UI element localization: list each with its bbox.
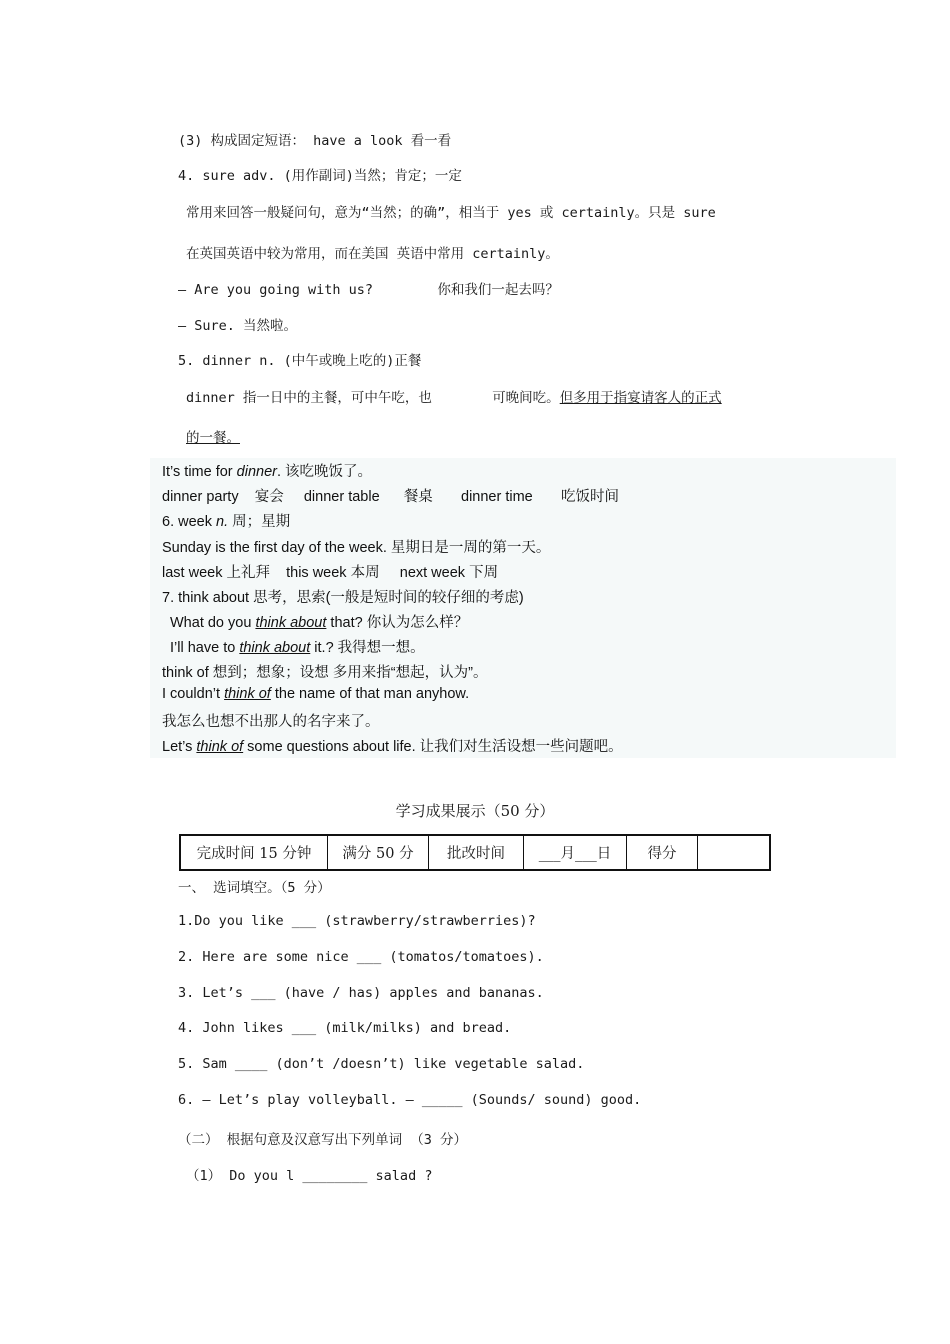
panel-line-1: It’s time for dinner. 该吃晚饭了。 <box>162 464 373 480</box>
panel-line-9: think of 想到；想象；设想 多用来指“想起，认为”。 <box>162 665 488 681</box>
dinner-note-underlined-cont: 的一餐。 <box>186 430 240 446</box>
exercise-item-4: 4. John likes ___ (milk/milks) and bread. <box>178 1020 512 1036</box>
score-cell-grading-time: 批改时间 <box>429 835 524 870</box>
score-cell-full-score: 满分 50 分 <box>328 835 429 870</box>
panel-line-10: I couldn’t think of the name of that man anyhow. <box>162 686 470 702</box>
exercise-item-2: 2. Here are some nice ___ (tomatos/tomatoes). <box>178 949 544 965</box>
dialogue-question <box>178 278 559 298</box>
part2-item-1: （1） Do you l ________ salad ? <box>186 1168 433 1184</box>
dialogue-answer: — Sure. 当然啦。 <box>178 318 298 334</box>
score-table <box>179 834 771 871</box>
part2-title: （二） 根据句意及汉意写出下列单词 （3 分） <box>178 1132 468 1148</box>
panel-line-11: 我怎么也想不出那人的名字来了。 <box>162 714 380 730</box>
score-cell-score-label: 得分 <box>627 835 698 870</box>
panel-line-5: last week 上礼拜 this week 本周 next week 下周 <box>162 565 499 581</box>
vocab-image-panel <box>150 458 896 758</box>
score-cell-date[interactable]: ___月___日 <box>524 835 627 870</box>
dialogue-question-en: — Are you going with us? <box>178 282 374 298</box>
dinner-note-underlined: 但多用于指宴请客人的正式 <box>559 390 722 406</box>
vocab-line-2: 4. sure adv. (用作副词)当然；肯定；一定 <box>178 168 462 184</box>
vocab-line-3: 常用来回答一般疑问句，意为“当然；的确”，相当于 yes 或 certainly。只是 sure <box>186 205 716 221</box>
panel-line-12: Let’s think of some questions about life. 让我们对生活设想一些问题吧。 <box>162 739 623 755</box>
score-cell-score-value[interactable] <box>698 835 771 870</box>
dinner-note-b: 可晚间吃。 <box>492 390 560 406</box>
panel-line-7: What do you think about that? 你认为怎么样？ <box>170 615 469 631</box>
panel-line-3: 6. week n. 周；星期 <box>162 514 291 530</box>
panel-line-4: Sunday is the first day of the week. 星期日是一周的第一天。 <box>162 540 551 556</box>
score-cell-time-limit: 完成时间 15 分钟 <box>180 835 328 870</box>
exercise-item-1: 1.Do you like ___ (strawberry/strawberries)? <box>178 913 536 929</box>
vocab-line-dinner-note <box>186 386 722 406</box>
vocab-line-1: (3) 构成固定短语： have a look 看一看 <box>178 133 452 149</box>
vocab-line-dinner: 5. dinner n. (中午或晚上吃的)正餐 <box>178 353 422 369</box>
vocab-line-4: 在英国英语中较为常用，而在美国 英语中常用 certainly。 <box>186 246 559 262</box>
dinner-note-a: dinner 指一日中的主餐，可中午吃，也 <box>186 390 432 406</box>
section-title: 学习成果展示（50 分） <box>395 802 555 820</box>
exercise-item-6: 6. — Let’s play volleyball. — _____ (Sounds/ sound) good. <box>178 1092 642 1108</box>
panel-line-6: 7. think about 思考，思索(一般是短时间的较仔细的考虑) <box>162 590 524 606</box>
panel-line-8: I’ll have to think about it.? 我得想一想。 <box>170 640 425 656</box>
exercise-item-5: 5. Sam ____ (don’t /doesn’t) like vegetable salad. <box>178 1056 585 1072</box>
exercise-item-3: 3. Let’s ___ (have / has) apples and bananas. <box>178 985 544 1001</box>
dialogue-question-zh: 你和我们一起去吗？ <box>437 282 559 298</box>
panel-line-2: dinner party 宴会 dinner table 餐桌 dinner time 吃饭时间 <box>162 489 619 505</box>
part1-title: 一、 选词填空。（5 分） <box>178 880 331 896</box>
